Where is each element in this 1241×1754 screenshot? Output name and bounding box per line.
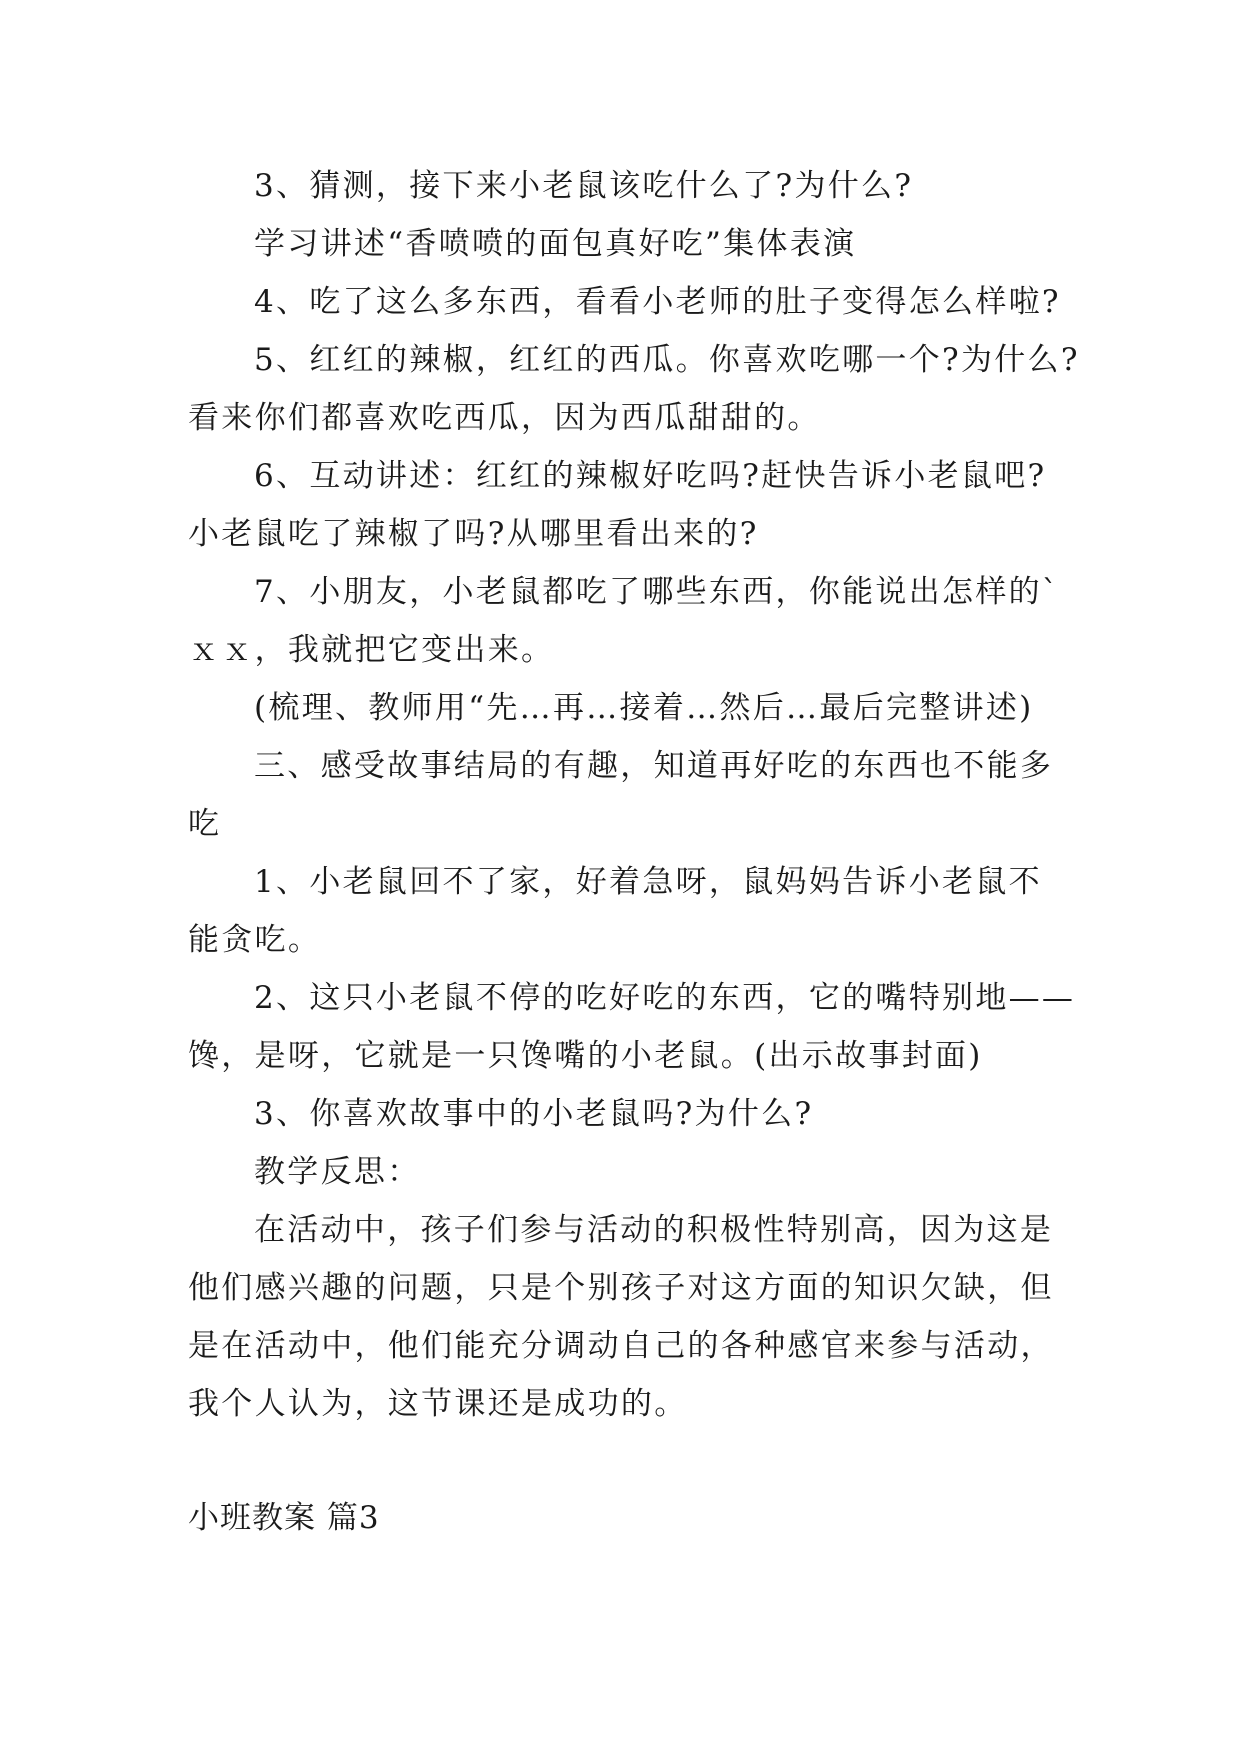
paragraph-line: 馋，是呀，它就是一只馋嘴的小老鼠。(出示故事封面) <box>188 1038 983 1074</box>
paragraph-line: 1、小老鼠回不了家，好着急呀，鼠妈妈告诉小老鼠不 <box>254 864 1042 900</box>
paragraph-line: 3、猜测，接下来小老鼠该吃什么了?为什么? <box>254 168 914 204</box>
paragraph-line: 6、互动讲述：红红的辣椒好吃吗?赶快告诉小老鼠吧? <box>254 458 1047 494</box>
paragraph-line: 7、小朋友，小老鼠都吃了哪些东西，你能说出怎样的` <box>254 574 1060 610</box>
section-heading: 小班教案 篇3 <box>188 1500 380 1536</box>
paragraph-line: 是在活动中，他们能充分调动自己的各种感官来参与活动， <box>188 1328 1054 1364</box>
paragraph-line: 我个人认为，这节课还是成功的。 <box>188 1386 688 1422</box>
paragraph-line: ｘｘ，我就把它变出来。 <box>188 632 555 668</box>
paragraph-line: 吃 <box>188 806 222 842</box>
paragraph-line: 2、这只小老鼠不停的吃好吃的东西，它的嘴特别地—— <box>254 980 1076 1016</box>
paragraph-line: 小老鼠吃了辣椒了吗?从哪里看出来的? <box>188 516 759 552</box>
paragraph-line: 3、你喜欢故事中的小老鼠吗?为什么? <box>254 1096 814 1132</box>
paragraph-line: 4、吃了这么多东西，看看小老师的肚子变得怎么样啦? <box>254 284 1061 320</box>
paragraph-line: 能贪吃。 <box>188 922 322 958</box>
paragraph-line: 5、红红的辣椒，红红的西瓜。你喜欢吃哪一个?为什么? <box>254 342 1080 378</box>
paragraph-line: 在活动中，孩子们参与活动的积极性特别高，因为这是 <box>254 1212 1054 1248</box>
paragraph-line: 他们感兴趣的问题，只是个别孩子对这方面的知识欠缺，但 <box>188 1270 1054 1306</box>
paragraph-line: 三、感受故事结局的有趣，知道再好吃的东西也不能多 <box>254 748 1054 784</box>
paragraph-line: (梳理、教师用“先…再…接着…然后…最后完整讲述) <box>254 690 1034 726</box>
paragraph-line: 看来你们都喜欢吃西瓜，因为西瓜甜甜的。 <box>188 400 821 436</box>
paragraph-line: 学习讲述“香喷喷的面包真好吃”集体表演 <box>254 226 857 262</box>
paragraph-line: 教学反思： <box>254 1154 421 1190</box>
